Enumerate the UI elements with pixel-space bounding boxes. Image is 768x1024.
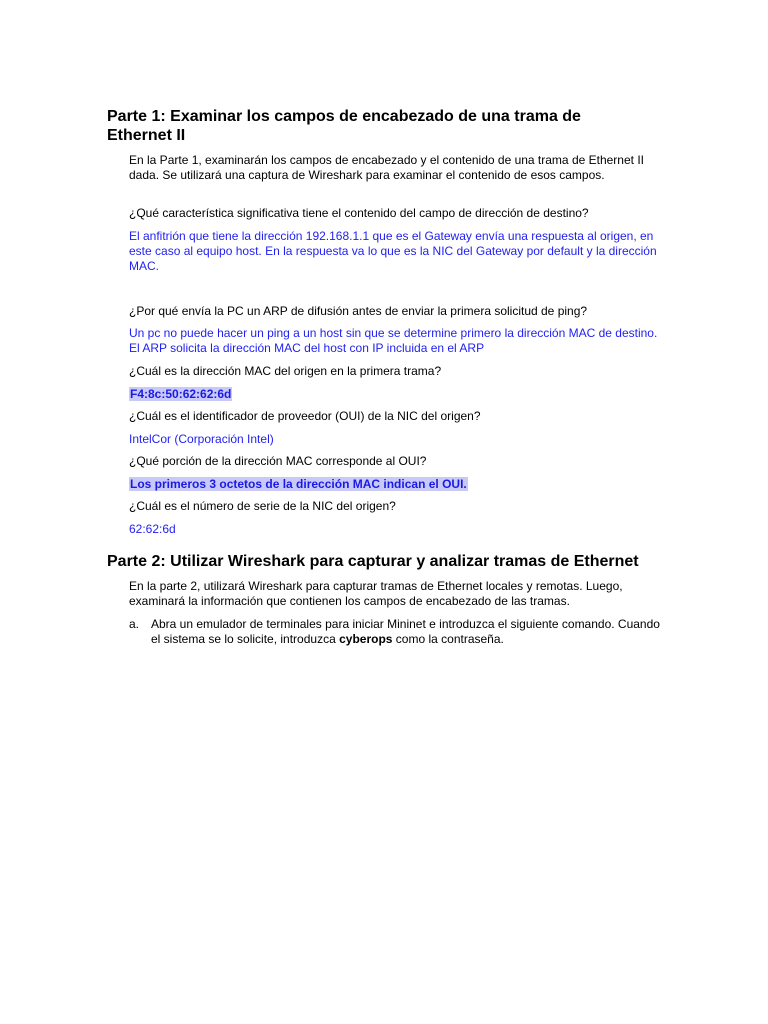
- step-a-text-before: Abra un emulador de terminales para iniciar Mininet e introduzca el siguiente comando. Cuando el sistema se lo solicite, introduzca: [151, 617, 660, 646]
- answer-6: 62:62:6d: [129, 522, 176, 536]
- question-5: ¿Qué porción de la dirección MAC corresponde al OUI?: [129, 454, 427, 468]
- question-4: ¿Cuál es el identificador de proveedor (OUI) de la NIC del origen?: [129, 409, 481, 423]
- step-a-marker: a.: [129, 617, 140, 631]
- answer-2: Un pc no puede hacer un ping a un host sin que se determine primero la dirección MAC de destino. El ARP solicita la dirección MAC del host con IP incluida en el ARP: [129, 326, 658, 355]
- step-a-text-after: como la contraseña.: [392, 632, 504, 646]
- answer-1: El anfitrión que tiene la dirección 192.168.1.1 que es el Gateway envía una respuesta al origen, en este caso al equipo host. En la respuesta va lo que es la NIC del Gateway por default y la dirección MAC.: [129, 229, 657, 273]
- answer-4: IntelCor (Corporación Intel): [129, 432, 274, 446]
- question-2: ¿Por qué envía la PC un ARP de difusión antes de enviar la primera solicitud de ping?: [129, 304, 588, 318]
- part1-intro: En la Parte 1, examinarán los campos de encabezado y el contenido de una trama de Ethernet II dada. Se utilizará una captura de Wireshark para examinar el contenido de esos campos.: [129, 153, 644, 182]
- answer-3-line: [129, 387, 669, 402]
- step-a-text: [151, 617, 671, 647]
- step-a-password: cyberops: [339, 632, 393, 646]
- answer-3: F4:8c:50:62:62:6d: [130, 387, 232, 401]
- answer-5: Los primeros 3 octetos de la dirección MAC indican el OUI.: [130, 477, 467, 491]
- answer-5-line: [129, 477, 669, 492]
- part2-intro: En la parte 2, utilizará Wireshark para capturar tramas de Ethernet locales y remotas. Luego, examinará la información que contienen los campos de encabezado de las tramas.: [129, 579, 623, 608]
- question-1: ¿Qué característica significativa tiene el contenido del campo de dirección de destino?: [129, 206, 589, 220]
- part1-heading: Parte 1: Examinar los campos de encabezado de una trama de Ethernet II: [107, 108, 581, 144]
- part2-heading: Parte 2: Utilizar Wireshark para capturar y analizar tramas de Ethernet: [107, 553, 639, 570]
- question-3: ¿Cuál es la dirección MAC del origen en la primera trama?: [129, 364, 442, 378]
- question-6: ¿Cuál es el número de serie de la NIC del origen?: [129, 499, 396, 513]
